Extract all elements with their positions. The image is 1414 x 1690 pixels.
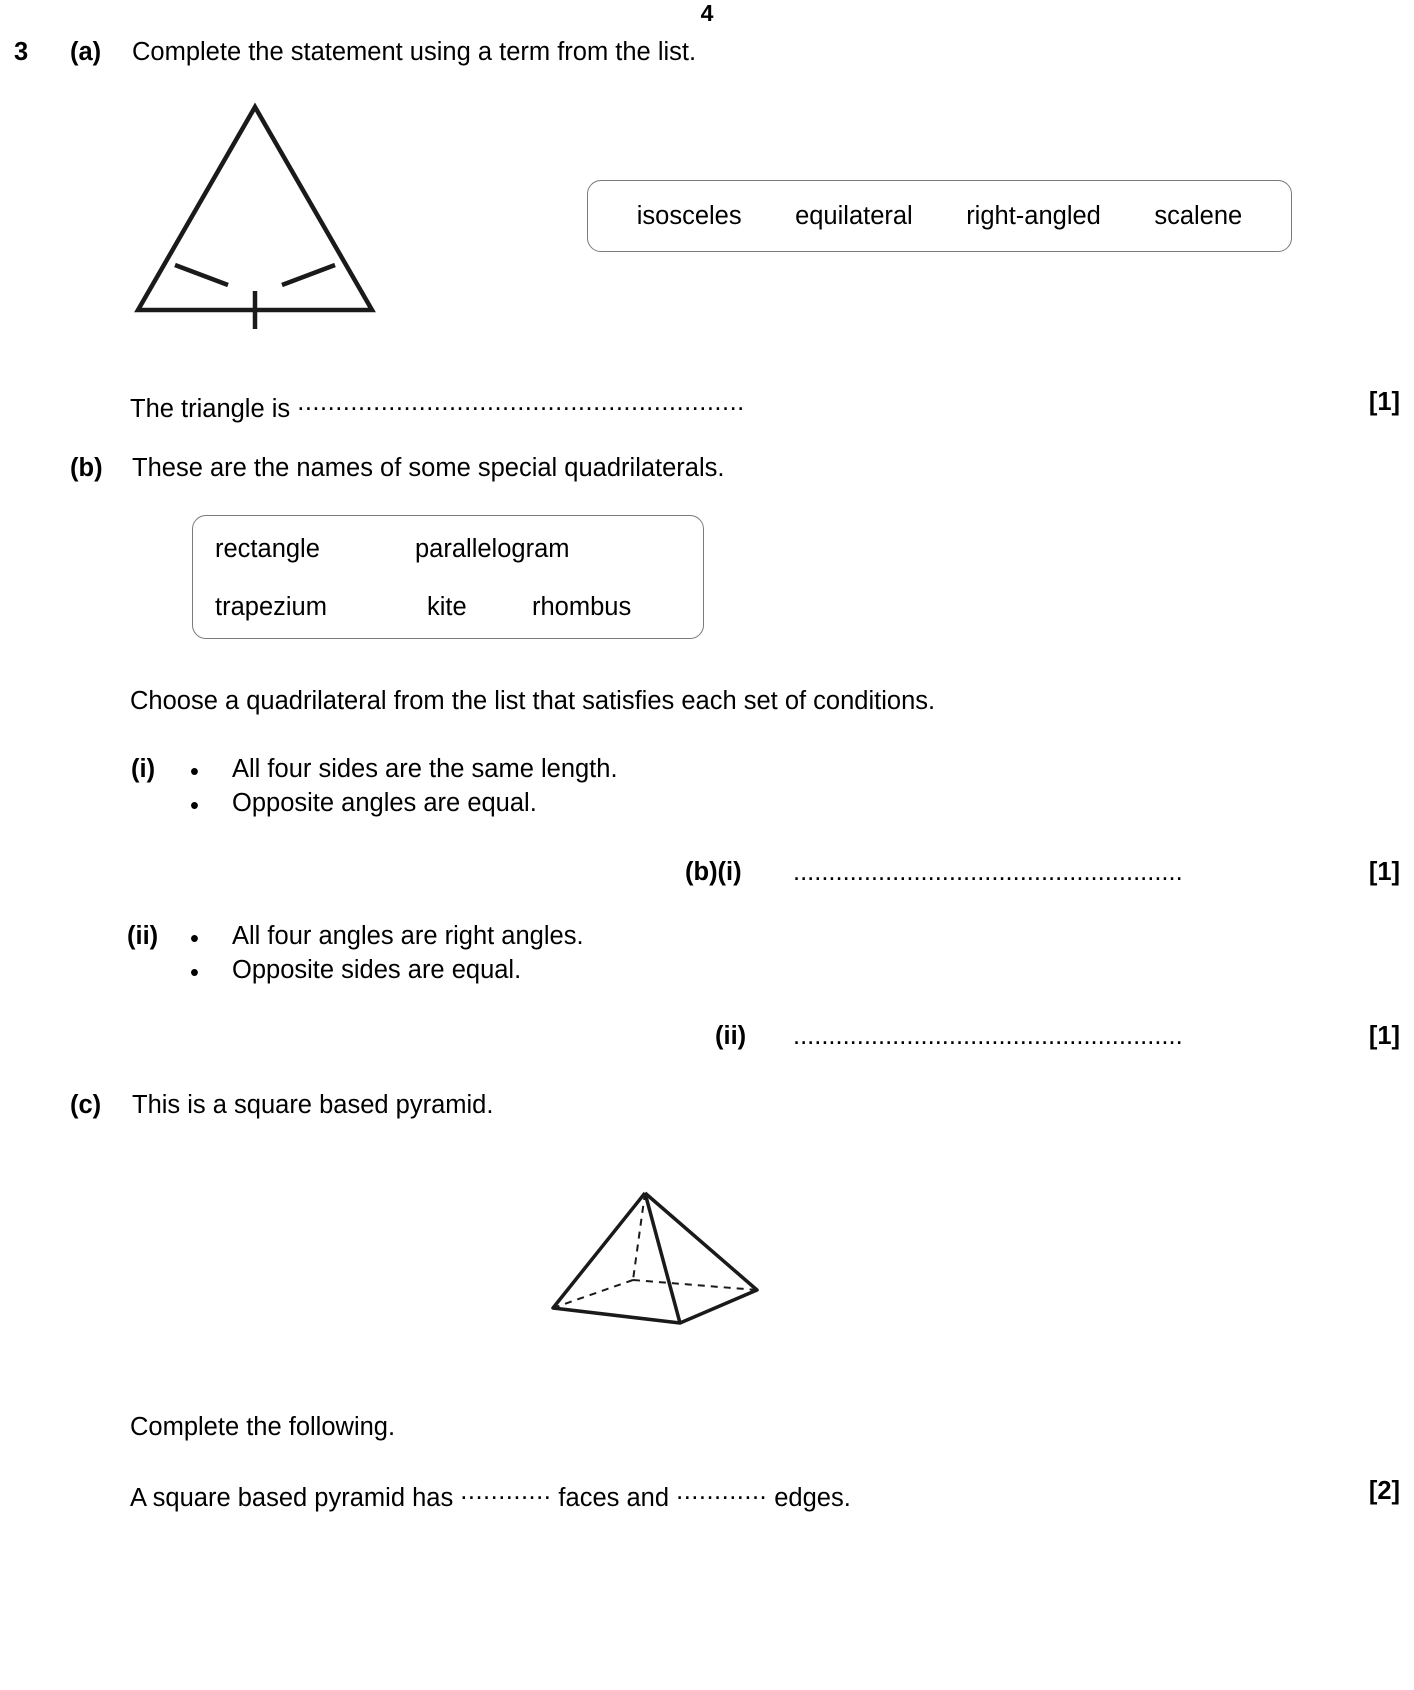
bullet-icon: • bbox=[190, 758, 199, 786]
square-based-pyramid-diagram bbox=[545, 1180, 785, 1335]
word-option-right-angled[interactable]: right-angled bbox=[966, 201, 1101, 230]
part-c-sentence-part-1: A square based pyramid has bbox=[130, 1484, 454, 1512]
part-b-ii-bullet-2: Opposite sides are equal. bbox=[232, 956, 522, 984]
page-number: 4 bbox=[700, 0, 714, 26]
part-b-ii-answer-label: (ii) bbox=[715, 1022, 747, 1050]
word-option-scalene[interactable]: scalene bbox=[1154, 201, 1243, 230]
bullet-icon: • bbox=[190, 959, 199, 987]
part-b-i-marks: [1] bbox=[1368, 858, 1400, 886]
triangle-term-word-box bbox=[587, 180, 1292, 252]
part-c-stem: This is a square based pyramid. bbox=[132, 1091, 494, 1119]
part-b-ii-bullet-1: All four angles are right angles. bbox=[232, 922, 584, 950]
word-option-isosceles[interactable]: isosceles bbox=[636, 201, 742, 230]
part-a-marks: [1] bbox=[1368, 388, 1400, 416]
part-c-label: (c) bbox=[70, 1091, 102, 1119]
word-option-trapezium[interactable]: trapezium bbox=[215, 593, 327, 621]
part-b-ii-answer-dots[interactable]: ....................................................... bbox=[793, 1022, 1183, 1050]
part-b-i-answer-label: (b)(i) bbox=[685, 858, 742, 886]
part-b-i-answer-dots[interactable]: ....................................................... bbox=[793, 858, 1183, 886]
part-c-sentence-part-2: faces and bbox=[558, 1484, 670, 1512]
part-b-i-label: (i) bbox=[131, 755, 156, 783]
part-c-answer-sentence bbox=[130, 1477, 851, 1513]
part-b-instruction: Choose a quadrilateral from the list that satisfies each set of conditions. bbox=[130, 687, 936, 715]
part-a-label: (a) bbox=[70, 38, 102, 66]
question-number: 3 bbox=[14, 38, 29, 66]
part-a-stem: Complete the statement using a term from the list. bbox=[132, 38, 697, 66]
word-option-equilateral[interactable]: equilateral bbox=[795, 201, 913, 230]
part-b-label: (b) bbox=[70, 454, 103, 482]
quadrilateral-word-box bbox=[192, 515, 704, 639]
part-b-i-bullet-1: All four sides are the same length. bbox=[232, 755, 618, 783]
part-b-ii-marks: [1] bbox=[1368, 1022, 1400, 1050]
part-b-stem: These are the names of some special quadrilaterals. bbox=[132, 454, 725, 482]
word-option-kite[interactable]: kite bbox=[427, 593, 467, 621]
part-b-ii-label: (ii) bbox=[127, 922, 159, 950]
word-option-rhombus[interactable]: rhombus bbox=[532, 593, 632, 621]
part-a-answer-prompt: The triangle is bbox=[130, 395, 291, 423]
part-c-marks: [2] bbox=[1368, 1477, 1400, 1505]
part-b-i-bullet-2: Opposite angles are equal. bbox=[232, 789, 537, 817]
part-c-instruction: Complete the following. bbox=[130, 1413, 396, 1441]
word-option-parallelogram[interactable]: parallelogram bbox=[415, 535, 570, 563]
bullet-icon: • bbox=[190, 792, 199, 820]
part-c-blank-faces[interactable]: ............ bbox=[460, 1477, 552, 1505]
word-option-rectangle[interactable]: rectangle bbox=[215, 535, 320, 563]
isosceles-triangle-diagram bbox=[130, 95, 390, 335]
part-c-blank-edges[interactable]: ............ bbox=[676, 1477, 768, 1505]
part-a-answer-dots[interactable]: ........................................................... bbox=[297, 388, 745, 416]
part-a-answer-line bbox=[130, 388, 745, 424]
part-c-sentence-part-3: edges. bbox=[774, 1484, 851, 1512]
bullet-icon: • bbox=[190, 925, 199, 953]
